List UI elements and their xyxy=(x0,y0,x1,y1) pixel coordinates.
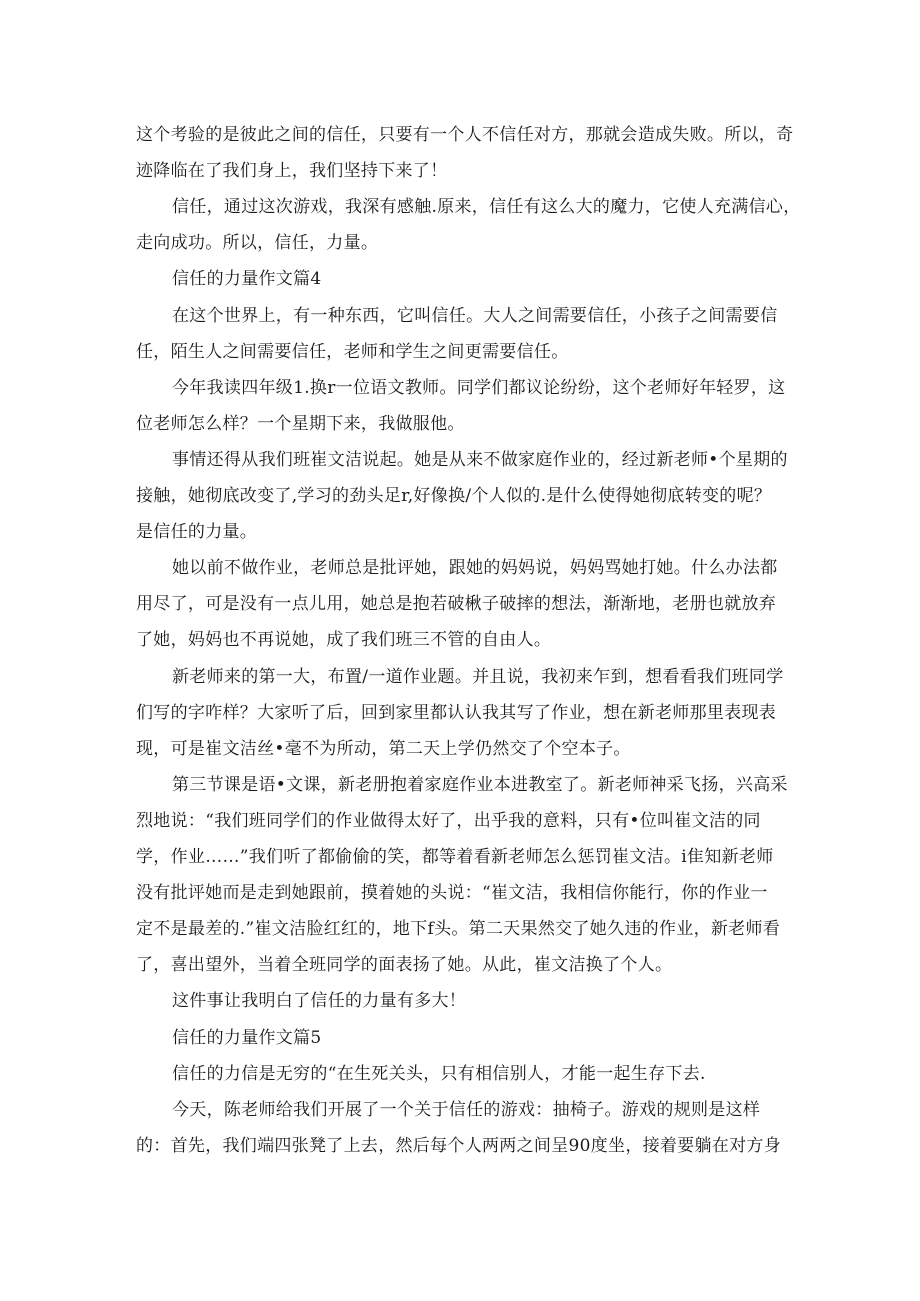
text-line: 烈地说：“我们班同学们的作业做得太好了，出乎我的意料，只有•位叫崔文洁的同 xyxy=(136,811,761,831)
text-line: 们写的字咋样？大家听了后，回到家里都认认我其写了作业，想在新老师那里表现表 xyxy=(136,703,777,723)
section-heading: 信任的力量作文篇5 xyxy=(172,1028,322,1048)
text-line: 今天，陈老师给我们开展了一个关于信任的游戏：抽椅子。游戏的规则是这样 xyxy=(172,1100,761,1120)
text-line: 在这个世界上，有一种东西，它叫信任。大人之间需要信任，小孩子之间需要信 xyxy=(172,306,778,326)
text-line: 事情还得从我们班崔文洁说起。她是从来不做家庭作业的，经过新老师•个星期的 xyxy=(172,450,788,470)
text-line: 接触，她彻底改变了,学习的劲头足r,好像换/个人似的.是什么使得她彻底转变的呢？ xyxy=(136,486,772,506)
text-line: 没有批评她而是走到她跟前，摸着她的头说：“崔文洁，我相信你能行，你的作业一 xyxy=(136,883,768,903)
text-line: 这件事让我明白了信任的力量有多大！ xyxy=(172,991,467,1011)
text-line: 了她，妈妈也不再说她，成了我们班三不管的自由人。 xyxy=(136,630,552,650)
text-line: 她以前不做作业，老师总是批评她，跟她的妈妈说，妈妈骂她打她。什么办法都 xyxy=(172,558,778,578)
text-line: 用尽了，可是没有一点儿用，她总是抱若破楸子破摔的想法，渐渐地，老册也就放弃 xyxy=(136,594,777,614)
text-line: 任，陌生人之间需要信任，老师和学生之间更需要信任。 xyxy=(136,342,569,362)
text-line: 信任的力信是无穷的“在生死关头，只有相信别人，才能一起生存下去. xyxy=(172,1064,706,1084)
text-line: 新老师来的第一大，布置/一道作业题。并且说，我初来乍到，想看看我们班同学 xyxy=(172,667,784,687)
text-line: 是信任的力量。 xyxy=(136,522,258,542)
text-line: 迹降临在了我们身上，我们坚持下来了！ xyxy=(136,161,448,181)
text-line: 信任，通过这次游戏，我深有感触.原来，信任有这么大的魔力，它使人充满信心， xyxy=(172,197,801,217)
text-line: 位老师怎么样？一个星期下来，我做服他。 xyxy=(136,414,465,434)
text-line: 现，可是崔文洁丝•毫不为所动，第二天上学仍然交了个空本子。 xyxy=(136,739,631,759)
text-line: 今年我读四年级1.换r一位语文教师。同学们都议论纷纷，这个老师好年轻罗，这 xyxy=(172,378,786,398)
text-line: 学，作业……”我们听了都偷偷的笑，都等着看新老师怎么惩罚崔文洁。i隹知新老师 xyxy=(136,847,774,867)
text-line: 了，喜出望外，当着全班同学的面表扬了她。从此，崔文洁换了个人。 xyxy=(136,955,673,975)
text-line: 定不是最差的.”崔文洁脸红红的，地下f头。第二天果然交了她久违的作业，新老师看 xyxy=(136,919,781,939)
text-line: 的：首先，我们端四张凳了上去，然后每个人两两之间呈90度坐，接着要躺在对方身 xyxy=(136,1136,782,1156)
text-line: 这个考验的是彼此之间的信任，只要有一个人不信任对方，那就会造成失败。所以，奇 xyxy=(136,125,794,145)
text-line: 走向成功。所以，信任，力量。 xyxy=(136,233,379,253)
text-line: 第三节课是语•文课，新老册抱着家庭作业本进教室了。新老师神采飞扬，兴高采 xyxy=(172,775,788,795)
section-heading: 信任的力量作文篇4 xyxy=(172,269,322,289)
